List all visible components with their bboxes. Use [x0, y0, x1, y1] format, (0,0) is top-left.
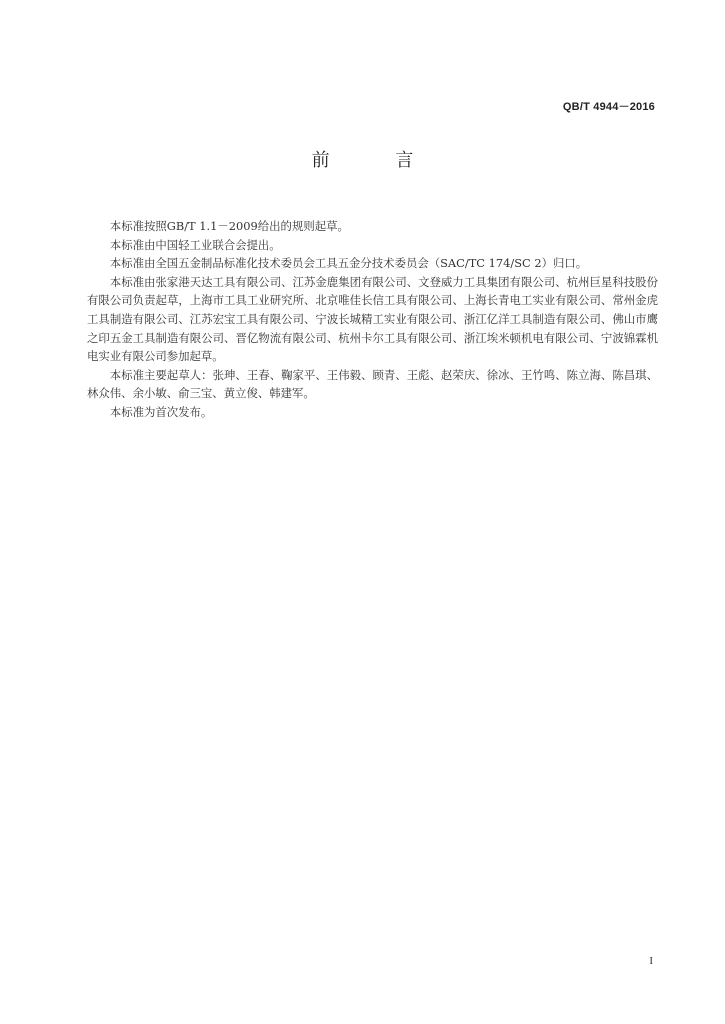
paragraph-drafting-rules: 本标准按照GB/T 1.1－2009给出的规则起草。 [109, 219, 349, 233]
paragraph-drafters: 本标准主要起草人：张珅、王春、鞠家平、王伟毅、顾青、王彪、赵荣庆、徐冰、王竹鸣、陈立海、陈昌琪、林众伟、余小敏、俞三宝、黄立俊、韩建军。 [87, 367, 658, 401]
paragraph-first-release: 本标准为首次发布。 [109, 404, 213, 419]
paragraph-proposer: 本标准由中国轻工业联合会提出。 [109, 237, 281, 252]
standard-code: QB/T 4944－2016 [562, 101, 655, 113]
paragraph-jurisdiction: 本标准由全国五金制品标准化技术委员会工具五金分技术委员会（SAC/TC 174/SC 2）归口。 [109, 256, 588, 271]
paragraph-drafting-units: 本标准由张家港天达工具有限公司、江苏金鹿集团有限公司、文登威力工具集团有限公司、杭州巨星科技股份有限公司负责起草，上海市工具工业研究所、北京唯佳长信工具有限公司、上海长青电工实业有限公司、常州金虎工具制造有限公司、江苏宏宝工具有限公司、宁波长城精工实业有限公司、浙江亿洋工具制造有限公司、佛山市鹰之印五金工具制造有限公司、晋亿物流有限公司、杭州卡尔工具有限公司、浙江埃米顿机电有限公司、宁波锦霖机电实业有限公司参加起草。 [87, 274, 658, 364]
foreword-body [87, 217, 658, 422]
page-title: 前 言 [311, 150, 444, 171]
page-number: I [649, 955, 653, 967]
